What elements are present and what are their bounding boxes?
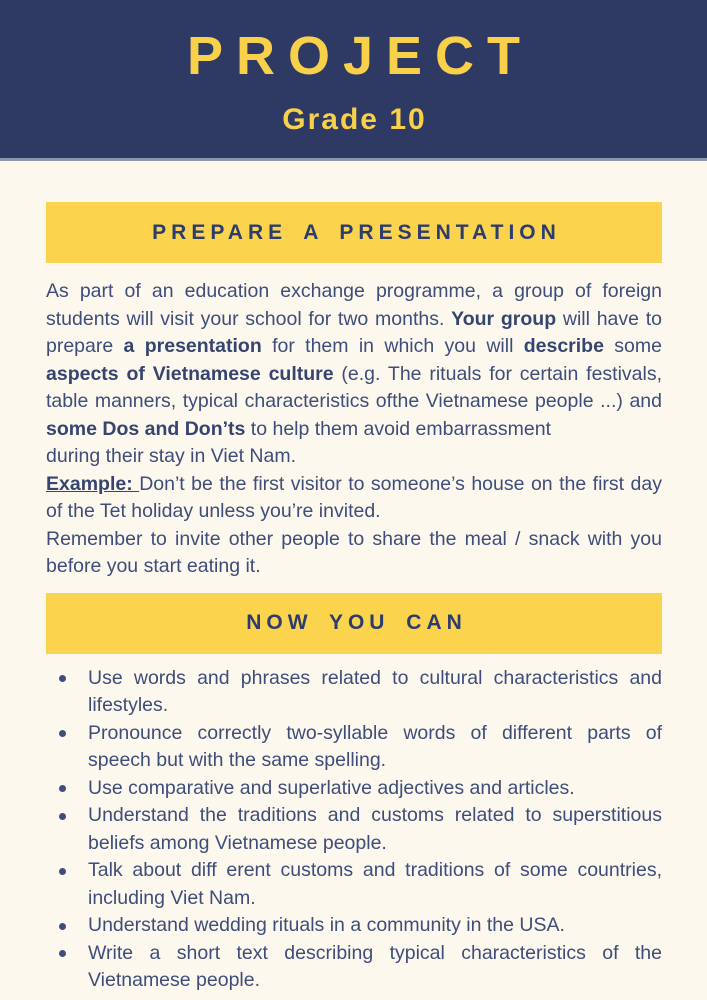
intro-text-run: Remember to invite other people to share the meal / snack with you before you start eating it.: [46, 527, 662, 577]
intro-text-run: will have to prepare: [46, 307, 663, 357]
list-item-text: Use comparative and superlative adjectives and articles.: [88, 776, 575, 799]
intro-text-run: some: [603, 335, 662, 357]
intro-text-run: Your group: [451, 307, 557, 330]
list-item: [46, 802, 662, 857]
intro-text-run: Example:: [46, 472, 140, 495]
list-item-text: Talk about diff erent customs and traditions of some countries, including Viet Nam.: [88, 859, 662, 909]
list-item: [46, 857, 662, 912]
section-banner-prepare-a-presentation: [46, 202, 662, 263]
list-item-text: Write a short text describing typical characteristics of the Vietnamese people.: [88, 941, 662, 991]
list-item: [46, 665, 662, 720]
page-title: PROJECT: [186, 26, 534, 86]
intro-text-run: for them in which you will: [261, 335, 524, 357]
list-item-text: Understand the traditions and customs related to superstitious beliefs among Vietnamese people.: [88, 804, 662, 854]
bullet-icon: [59, 950, 66, 957]
list-item-text: Use words and phrases related to cultural characteristics and lifestyles.: [88, 666, 662, 716]
bullet-icon: [59, 868, 66, 875]
intro-text-run: some Dos and Don’ts: [46, 417, 246, 440]
bullet-icon: [59, 785, 66, 792]
section-banner-now-you-can: [46, 593, 662, 654]
bullet-icon: [59, 813, 66, 820]
list-item: [46, 720, 662, 775]
intro-text-run: during their stay in Viet Nam.: [46, 445, 297, 467]
header-banner: [0, 0, 707, 161]
intro-paragraph: [46, 278, 662, 581]
bullet-icon: [59, 675, 66, 682]
intro-text-run: a presentation: [123, 335, 262, 357]
intro-text-run: describe: [523, 335, 604, 357]
can-list: [46, 665, 662, 995]
bullet-icon: [59, 923, 66, 930]
intro-text-run: (e.g. The rituals for certain festivals, table manners, typical characteristics ofthe Vietnamese people ...) and: [46, 362, 663, 412]
list-item: [46, 940, 662, 995]
intro-text-run: As part of an education exchange programme, a group of foreign students will visit your school for two months.: [46, 280, 662, 330]
list-item-text: Understand wedding rituals in a community in the USA.: [88, 914, 565, 936]
bullet-icon: [59, 730, 66, 737]
section-banner-label: PREPARE A PRESENTATION: [152, 220, 561, 244]
list-item: [46, 775, 662, 803]
intro-text-run: aspects of Vietnamese culture: [46, 362, 334, 385]
list-item-text: Pronounce correctly two-syllable words of different parts of speech but with the same spelling.: [88, 721, 662, 771]
section-banner-label: NOW YOU CAN: [246, 611, 467, 634]
intro-text-run: Don’t be the first visitor to someone’s house on the first day of the Tet holiday unless you’re invited.: [46, 472, 662, 522]
intro-text-run: to help them avoid embarrassment: [245, 417, 552, 440]
list-item: [46, 912, 662, 940]
page-subtitle: Grade 10: [282, 103, 427, 136]
